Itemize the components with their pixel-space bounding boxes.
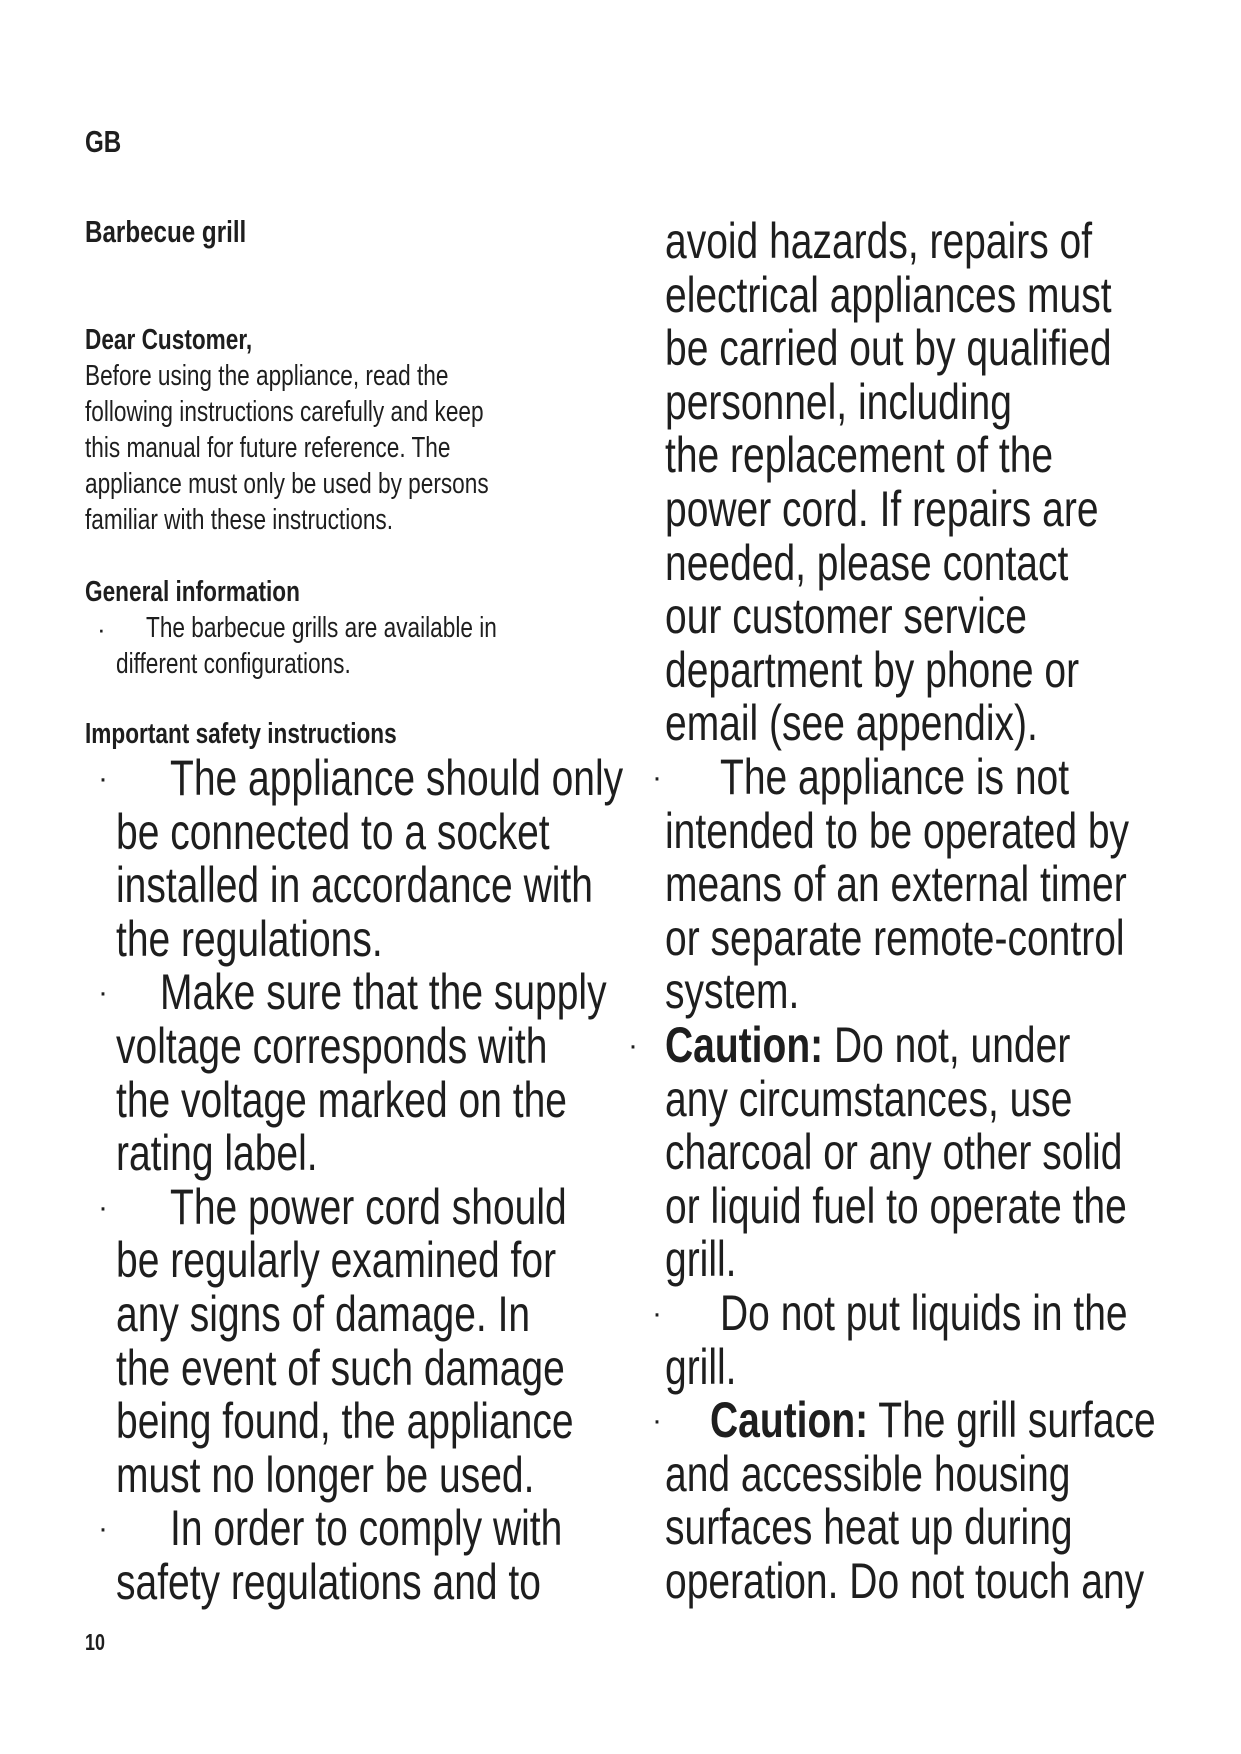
safety-line: electrical appliances must [665, 266, 1112, 323]
safety-line: the event of such damage [116, 1339, 565, 1396]
safety-line: be connected to a socket [116, 803, 550, 860]
safety-line: any circumstances, use [665, 1070, 1073, 1127]
safety-line: The appliance should only [170, 750, 624, 806]
safety-line: the voltage marked on the [116, 1071, 567, 1128]
intro-line: familiar with these instructions. [85, 504, 394, 536]
intro-line: appliance must only be used by persons [85, 468, 489, 500]
safety-line: system. [665, 963, 800, 1020]
safety-line: intended to be operated by [665, 802, 1130, 859]
page-number: 10 [85, 1629, 105, 1655]
safety-line: department by phone or [665, 641, 1080, 698]
safety-line-text: Do not, under [833, 1017, 1071, 1073]
safety-heading: Important safety instructions [85, 718, 397, 750]
safety-line: personnel, including [665, 373, 1012, 430]
safety-line: or liquid fuel to operate the [665, 1177, 1127, 1234]
bullet-icon: · [652, 1404, 662, 1438]
safety-line: be regularly examined for [116, 1232, 557, 1289]
intro-line: this manual for future reference. The [85, 432, 451, 464]
safety-line: email (see appendix). [665, 695, 1038, 752]
bullet-icon: · [98, 1512, 108, 1546]
safety-line: voltage corresponds with [116, 1018, 548, 1074]
safety-left-column [0, 750, 624, 1622]
safety-line: The appliance is not [720, 749, 1070, 805]
safety-line: rating label. [116, 1125, 318, 1182]
safety-line: Do not put liquids in the [720, 1285, 1128, 1341]
safety-line: needed, please contact [665, 534, 1069, 591]
general-line: different configurations. [116, 648, 351, 680]
caution-label: Caution: [710, 1392, 869, 1449]
intro-line: following instructions carefully and keep [85, 396, 484, 428]
safety-line: power cord. If repairs are [665, 481, 1099, 537]
intro-line: Before using the appliance, read the [85, 360, 449, 392]
bullet-icon: · [628, 1029, 638, 1062]
caution-label: Caution: [665, 1017, 824, 1073]
safety-line: grill. [665, 1338, 737, 1395]
language-code: GB [85, 124, 122, 159]
safety-line: charcoal or any other solid [665, 1124, 1123, 1181]
safety-line: operation. Do not touch any [665, 1553, 1145, 1609]
safety-line: surfaces heat up during [665, 1499, 1073, 1556]
bullet-icon: · [98, 1190, 108, 1224]
safety-line: our customer service [665, 588, 1027, 645]
safety-line: or separate remote-control [665, 909, 1125, 966]
safety-line: be carried out by qualified [665, 320, 1112, 377]
general-line: The barbecue grills are available in [146, 612, 497, 644]
safety-line: any signs of damage. In [116, 1286, 531, 1342]
bullet-icon: · [652, 1297, 662, 1330]
safety-line: grill. [665, 1231, 737, 1288]
intro-heading: Dear Customer, [85, 324, 253, 356]
safety-line: avoid hazards, repairs of [665, 213, 1093, 269]
bullet-icon: · [98, 976, 108, 1010]
safety-line: being found, the appliance [116, 1393, 574, 1450]
safety-line: The power cord should [170, 1178, 567, 1235]
bullet-icon: · [97, 614, 106, 644]
safety-line: safety regulations and to [116, 1554, 541, 1610]
caution-line [710, 1394, 1156, 1448]
safety-line: Make sure that the supply [160, 964, 607, 1021]
safety-line: and accessible housing [665, 1445, 1071, 1502]
safety-line: means of an external timer [665, 856, 1127, 913]
caution-line [665, 1019, 1070, 1073]
safety-right-column [620, 215, 1241, 1615]
intro-section [85, 322, 489, 538]
document-title: Barbecue grill [85, 214, 247, 249]
safety-line: the replacement of the [665, 427, 1054, 484]
bullet-icon: · [98, 762, 108, 795]
general-heading: General information [85, 576, 300, 608]
safety-line: installed in accordance with [116, 857, 593, 914]
safety-line: In order to comply with [170, 1500, 563, 1557]
safety-line-text: The grill surface [878, 1392, 1156, 1449]
bullet-icon: · [652, 761, 662, 794]
safety-line: must no longer be used. [116, 1446, 535, 1503]
safety-line: the regulations. [116, 910, 383, 967]
